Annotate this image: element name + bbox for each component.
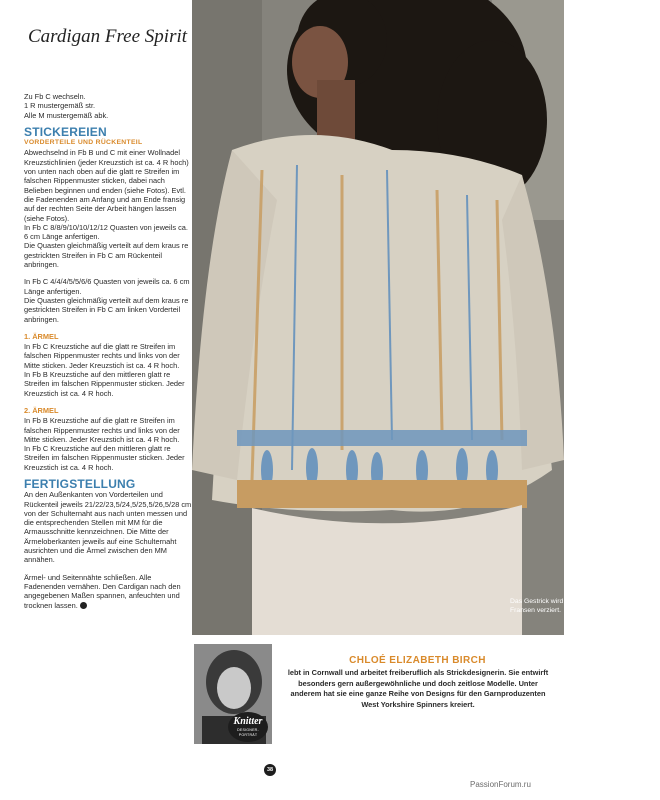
intro-block: [24, 92, 192, 120]
intro-line: Alle M mustergemäß abk.: [24, 110, 109, 120]
intro-line: Zu Fb C wechseln.: [24, 92, 86, 101]
stickereien-para: In Fb C 8/8/9/10/10/12/12 Quasten von jeweils ca. 6 cm Länge anfertigen.: [24, 222, 188, 242]
designer-name: CHLOÉ ELIZABETH BIRCH: [349, 655, 486, 666]
aermel2-para: In Fb B Kreuzstiche auf die glatt re Streifen im falschen Rippenmuster rechts und links von der Mitte sticken. Jeder Kreuzstich ist ca. 4 R hoch.: [24, 416, 180, 444]
aermel1-heading: 1. ÄRMEL: [24, 331, 59, 341]
fertigstellung-para-end: [24, 573, 192, 610]
photo-caption: Das Gestrick wird mit Kreuzstichen, Quasten und Fransen verziert.: [510, 598, 659, 614]
page-number: 38: [264, 764, 276, 776]
stickereien-para: Die Quasten gleichmäßig verteilt auf dem kraus re gestrickten Streifen in Fb C am linken Vorderteil anbringen.: [24, 295, 189, 324]
fertigstellung-heading: FERTIGSTELLUNG: [24, 476, 136, 491]
fertigstellung-para: Ärmel- und Seitennähte schließen. Alle Fadenenden vernähen. Den Cardigan nach den angegebenen Maßen spannen, anfeuchten und trocknen lassen.: [24, 572, 181, 610]
badge-title: Knitter: [233, 716, 263, 727]
badge-subtitle: DESIGNER-PORTRÄT: [237, 728, 259, 737]
page-title: Cardigan Free Spirit: [28, 26, 188, 47]
model-illustration: [192, 0, 564, 635]
aermel1-para: In Fb B Kreuzstiche auf den mittleren glatt re Streifen im falschen Rippenmuster sticken. Jeder Kreuzstich ist ca. 4 R hoch.: [24, 370, 185, 398]
stickereien-subheading: VORDERTEILE UND RÜCKENTEIL: [24, 139, 143, 147]
aermel1-para: In Fb C Kreuzstiche auf die glatt re Streifen im falschen Rippenmuster rechts und links von der Mitte sticken. Jeder Kreuzstich ist ca. 4 R hoch.: [24, 342, 180, 370]
intro-line: 1 R mustergemäß str.: [24, 101, 96, 111]
model-photo: [192, 0, 659, 635]
designer-bio: lebt in Cornwall und arbeitet freiberuflich als Strickdesignerin. Sie entwirft besonders gern außergewöhnliche und doch zeitlose Modelle. Unter anderem hat sie eine ganze Reihe von Designs für den Garnproduzenten West Yorkshire Spinners kreiert.: [287, 668, 549, 709]
stickereien-heading: STICKEREIEN: [24, 124, 107, 139]
stickereien-para: Abwechselnd in Fb B und C mit einer Wollnadel Kreuzstichlinien (jeder Kreuzstich ist ca. 4 R hoch) von unten nach oben auf die glatt re Streifen im falschen Rippenmuster sticken, dabei nach Belieben beginnen und enden (siehe Fotos). Evtl. die Fadenenden am Anfang und am Ende fransig auf der rechten Seite der Arbeit hängen lassen (siehe Fotos).: [24, 148, 189, 223]
end-mark-icon: [80, 602, 87, 609]
stickereien-para: Die Quasten gleichmäßig verteilt auf dem kraus re gestrickten Streifen in Fb C am Rückenteil anbringen.: [24, 241, 189, 270]
pattern-text-column: [24, 92, 192, 618]
watermark: PassionForum.ru: [470, 780, 531, 789]
aermel2-heading: 2. ÄRMEL: [24, 405, 59, 415]
aermel2-para: In Fb C Kreuzstiche auf den mittleren glatt re Streifen im falschen Rippenmuster sticken. Jeder Kreuzstich ist ca. 4 R hoch.: [24, 444, 185, 472]
fertigstellung-para: An den Außenkanten von Vorderteilen und Rückenteil jeweils 21/22/23,5/24,5/25,5/26,5/28 cm von der Schulternaht aus nach unten messen und die entsprechenden Stellen mit MM für die Armausschnitte kennzeichnen. Die Mitte der Ärmeloberkanten jeweils auf eine Schulternaht ausrichten und die Ärmel zwischen den MM annähen.: [24, 490, 192, 565]
stickereien-para: In Fb C 4/4/4/5/5/6/6 Quasten von jeweils ca. 6 cm Länge anfertigen.: [24, 277, 190, 296]
knitter-badge: [228, 712, 268, 742]
